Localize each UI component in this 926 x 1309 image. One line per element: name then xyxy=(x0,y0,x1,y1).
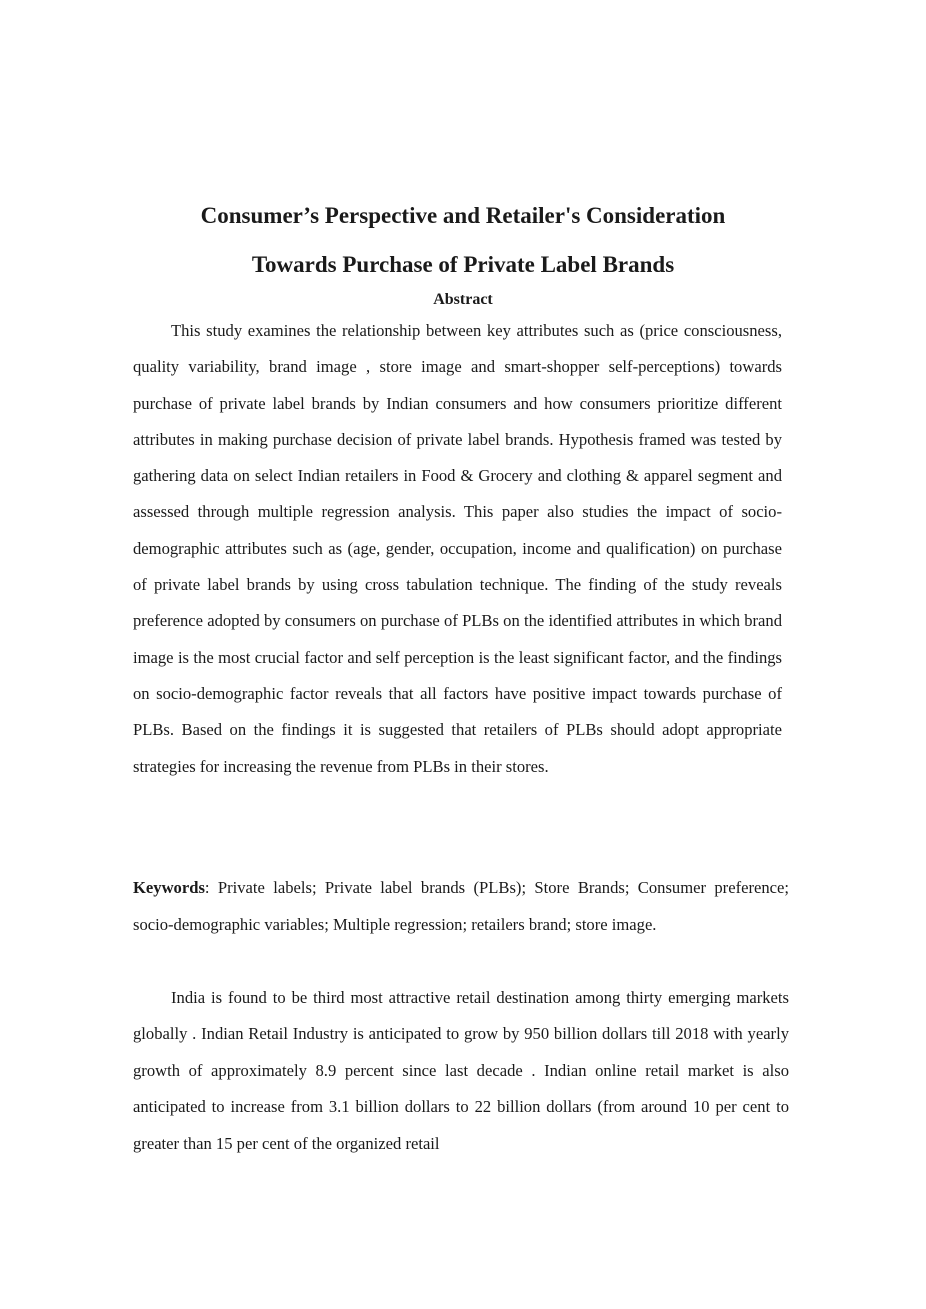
keywords-paragraph xyxy=(133,870,789,943)
introduction-paragraph: India is found to be third most attractive retail destination among thirty emerging markets globally . Indian Retail Industry is anticipated to grow by 950 billion dollars till 2018 with yearly growth of approximately 8.9 percent since last decade . Indian online retail market is also anticipated to increase from 3.1 billion dollars to 22 billion dollars (from around 10 per cent to greater than 15 per cent of the organized retail xyxy=(133,988,789,1153)
paper-title-line-2: Towards Purchase of Private Label Brands xyxy=(251,252,675,277)
paper-title-line-1: Consumer’s Perspective and Retailer's Consideration xyxy=(200,203,726,228)
keywords-label: Keywords xyxy=(133,878,205,897)
keywords-list: : Private labels; Private label brands (PLBs); Store Brands; Consumer preference; socio-demographic variables; Multiple regression; retailers brand; store image. xyxy=(133,878,789,934)
abstract-paragraph: This study examines the relationship between key attributes such as (price consciousness, quality variability, brand image , store image and smart-shopper self-perceptions) towards purchase of private label brands by Indian consumers and how consumers prioritize different attributes in making purchase decision of private label brands. Hypothesis framed was tested by gathering data on select Indian retailers in Food & Grocery and clothing & apparel segment and assessed through multiple regression analysis. This paper also studies the impact of socio-demographic attributes such as (age, gender, occupation, income and qualification) on purchase of private label brands by using cross tabulation technique. The finding of the study reveals preference adopted by consumers on purchase of PLBs on the identified attributes in which brand image is the most crucial factor and self perception is the least significant factor, and the findings on socio-demographic factor reveals that all factors have positive impact towards purchase of PLBs. Based on the findings it is suggested that retailers of PLBs should adopt appropriate strategies for increasing the revenue from PLBs in their stores. xyxy=(133,321,782,776)
abstract-heading: Abstract xyxy=(433,291,493,308)
